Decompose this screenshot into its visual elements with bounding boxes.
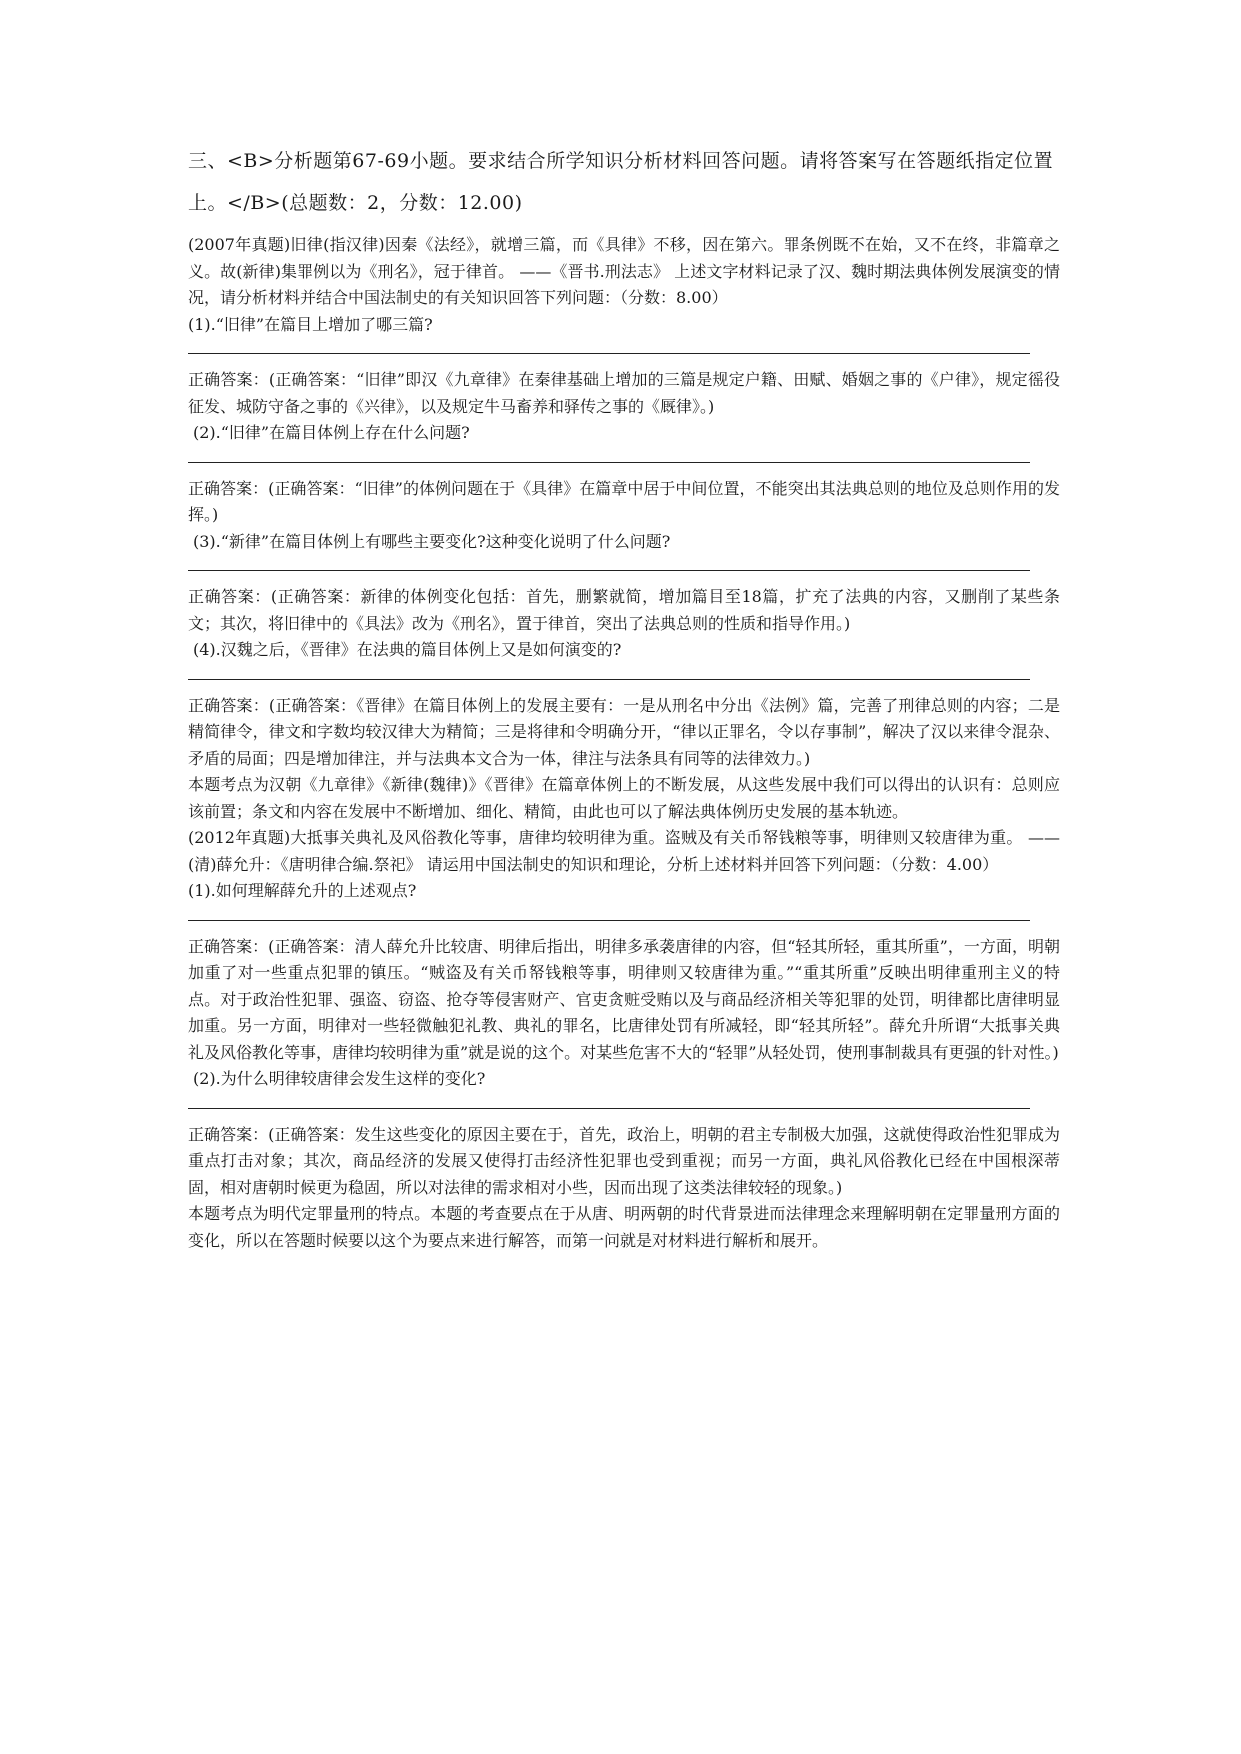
answer-1-3: 正确答案：(正确答案：新律的体例变化包括：首先，删繁就简，增加篇目至18篇，扩充了法典的内容，又删削了某些条文；其次，将旧律中的《具法》改为《刑名》，置于律首，突出了法典总则的性质和指导作用。)	[188, 587, 1060, 633]
document-content	[188, 140, 1060, 1254]
question-1-3: (3).“新律”在篇目体例上有哪些主要变化?这种变化说明了什么问题?	[193, 531, 671, 551]
question-1-4: (4).汉魏之后，《晋律》在法典的篇目体例上又是如何演变的?	[193, 640, 622, 659]
answer-line	[188, 679, 1030, 680]
answer-2-2: 正确答案：(正确答案：发生这些变化的原因主要在于，首先，政治上，明朝的君主专制极大加强，这就使得政治性犯罪成为重点打击对象；其次，商品经济的发展又使得打击经济性犯罪也受到重视；而另一方面，典礼风俗教化已经在中国根深蒂固，相对唐朝时候更为稳固，所以对法律的需求相对小些，因而出现了这类法律较轻的现象。)	[188, 1124, 1060, 1197]
analysis-1: 本题考点为汉朝《九章律》《新律(魏律)》《晋律》在篇章体例上的不断发展，从这些发展中我们可以得出的认识有：总则应该前置；条文和内容在发展中不断增加、细化、精简，由此也可以了解法典体例历史发展的基本轨迹。	[188, 775, 1060, 821]
answer-line	[188, 920, 1030, 921]
question-1-2: (2).“旧律”在篇目体例上存在什么问题?	[193, 423, 470, 442]
answer-line	[188, 570, 1030, 571]
answer-2-1: 正确答案：(正确答案：清人薛允升比较唐、明律后指出，明律多承袭唐律的内容，但“轻其所轻，重其所重”，一方面，明朝加重了对一些重点犯罪的镇压。“贼盗及有关币帑钱粮等事，明律则又较唐律为重。”“重其所重”反映出明律重刑主义的特点。对于政治性犯罪、强盗、窃盗、抢夺等侵害财产、官吏贪赃受贿以及与商品经济相关等犯罪的处罚，明律都比唐律明显加重。另一方面，明律对一些轻微触犯礼教、典礼的罪名，比唐律处罚有所减轻，即“轻其所轻”。薛允升所谓“大抵事关典礼及风俗教化等事，唐律均较明律为重”就是说的这个。对某些危害不大的“轻罪”从轻处罚，使刑事制裁具有更强的针对性。)	[188, 936, 1060, 1062]
material-1: (2007年真题)旧律(指汉律)因秦《法经》，就增三篇，而《具律》不移，因在第六。罪条例既不在始，又不在终，非篇章之义。故(新律)集罪例以为《刑名》，冠于律首。 ——《晋书.刑法志》 上述文字材料记录了汉、魏时期法典体例发展演变的情况，请分析材料并结合中国法制史的有关知识回答下列问题：（分数：8.00）	[188, 235, 1060, 307]
section-heading: 三、<B>分析题第67-69小题。要求结合所学知识分析材料回答问题。请将答案写在答题纸指定位置上。</B>(总题数：2，分数：12.00)	[188, 150, 1054, 214]
question-2-2: (2).为什么明律较唐律会发生这样的变化?	[193, 1069, 486, 1088]
answer-line	[188, 462, 1030, 463]
answer-1-4: 正确答案：(正确答案：《晋律》在篇目体例上的发展主要有：一是从刑名中分出《法例》篇，完善了刑律总则的内容；二是精简律令，律文和字数均较汉律大为精简；三是将律和令明确分开，“律以正罪名，令以存事制”，解决了汉以来律令混杂、矛盾的局面；四是增加律注，并与法典本文合为一体，律注与法条具有同等的法律效力。)	[188, 695, 1060, 768]
material-2: (2012年真题)大抵事关典礼及风俗教化等事，唐律均较明律为重。盗贼及有关币帑钱粮等事，明律则又较唐律为重。 ——(清)薛允升：《唐明律合编.祭祀》 请运用中国法制史的知识和理论，分析上述材料并回答下列问题：（分数：4.00）	[188, 828, 1060, 874]
answer-1-1: 正确答案：(正确答案：“旧律”即汉《九章律》在秦律基础上增加的三篇是规定户籍、田赋、婚姻之事的《户律》，规定徭役征发、城防守备之事的《兴律》，以及规定牛马畜养和驿传之事的《厩律》。)	[188, 370, 1060, 416]
question-2-1: (1).如何理解薛允升的上述观点?	[188, 881, 417, 900]
answer-line	[188, 353, 1030, 354]
question-1-1: (1).“旧律”在篇目上增加了哪三篇?	[188, 314, 433, 334]
answer-line	[188, 1108, 1030, 1109]
answer-1-2: 正确答案：(正确答案：“旧律”的体例问题在于《具律》在篇章中居于中间位置，不能突出其法典总则的地位及总则作用的发挥。)	[188, 478, 1060, 524]
analysis-2: 本题考点为明代定罪量刑的特点。本题的考查要点在于从唐、明两朝的时代背景进而法律理念来理解明朝在定罪量刑方面的变化，所以在答题时候要以这个为要点来进行解答，而第一问就是对材料进行解析和展开。	[188, 1204, 1060, 1250]
